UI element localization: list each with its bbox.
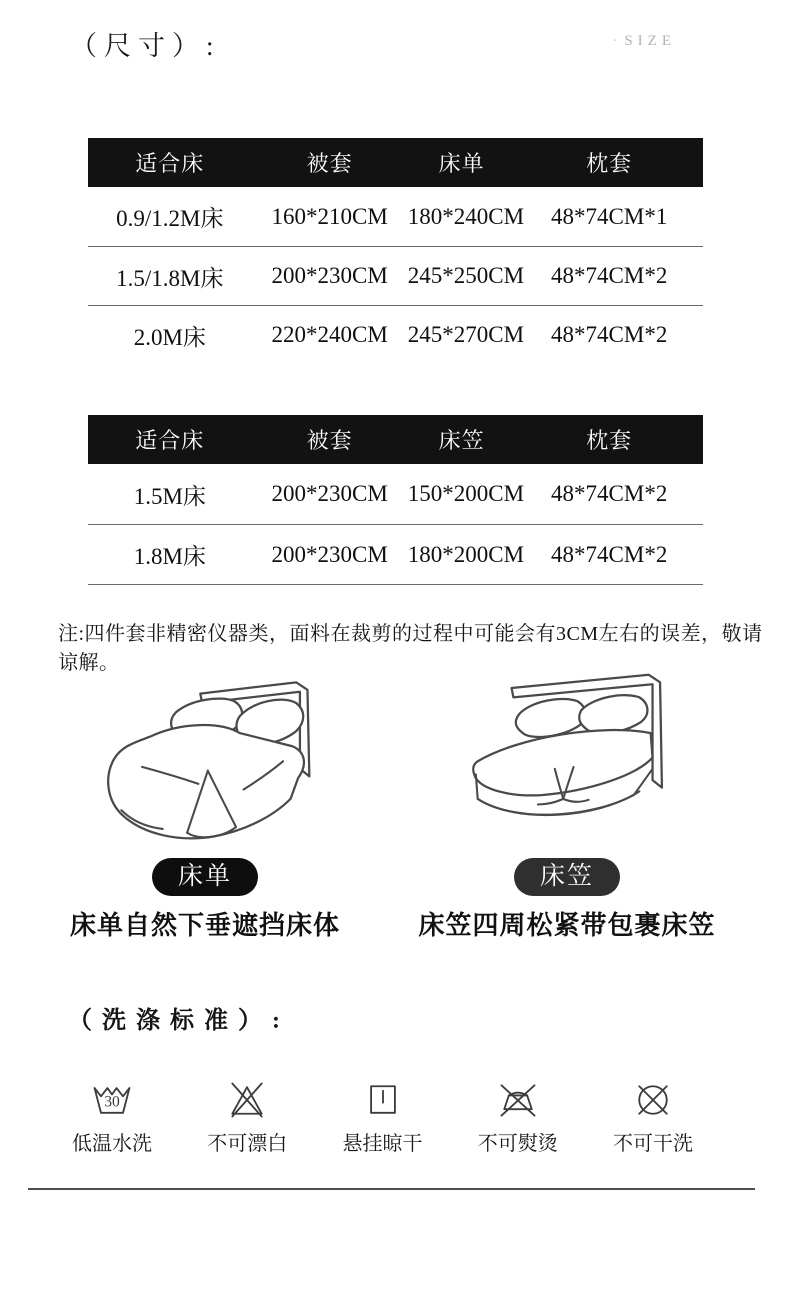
wash-standard-title: （洗涤标准）: — [68, 1008, 290, 1034]
table-cell: 245*250CM — [407, 263, 525, 288]
table-header-row — [88, 415, 703, 464]
wash-item-no-dry-clean — [601, 1078, 705, 1156]
table-cell: 180*240CM — [407, 203, 525, 229]
column-header: 被套 — [306, 151, 353, 176]
wash-item-no-iron — [466, 1078, 570, 1156]
bottom-divider — [28, 1188, 755, 1190]
hang-dry-icon — [360, 1078, 406, 1122]
table-cell: 1.5/1.8M床 — [116, 265, 224, 291]
fitted-sheet-tag: 床笠 — [514, 858, 620, 896]
tolerance-note: 注:四件套非精密仪器类，面料在裁剪的过程中可能会有3CM左右的误差，敬请谅解。 — [58, 623, 763, 674]
table-header-row — [88, 138, 703, 187]
wash-icons-row — [60, 1078, 705, 1156]
table-cell: 160*210CM — [271, 203, 388, 229]
table-row — [88, 246, 703, 305]
column-header: 被套 — [306, 428, 353, 453]
wash-label: 不可漂白 — [207, 1133, 288, 1155]
table-cell: 180*200CM — [407, 541, 525, 567]
table-cell: 245*270CM — [407, 322, 525, 347]
table-cell: 48*74CM*2 — [551, 541, 668, 567]
wash-label: 悬挂晾干 — [342, 1133, 423, 1155]
decorative-dot: · — [612, 33, 623, 49]
table-row — [88, 305, 703, 364]
table-cell: 48*74CM*2 — [551, 322, 668, 347]
column-header: 枕套 — [586, 428, 633, 453]
table-cell: 200*230CM — [271, 481, 388, 506]
fitted-sheet-caption: 床笠四周松紧带包裹床笠 — [418, 911, 716, 940]
table-cell: 48*74CM*2 — [551, 263, 668, 288]
table-cell: 150*200CM — [407, 481, 525, 506]
table-row — [88, 464, 703, 524]
table-cell: 200*230CM — [271, 263, 388, 288]
fitted-sheet-bed-illustration — [417, 656, 717, 844]
table-cell: 1.8M床 — [133, 544, 206, 569]
wash-item-low-temp — [60, 1078, 164, 1156]
size-table-fitted-sheet — [88, 415, 703, 585]
wash-label: 低温水洗 — [72, 1133, 152, 1155]
column-header: 枕套 — [586, 151, 633, 176]
table-cell: 48*74CM*2 — [551, 481, 668, 506]
wash-30-icon — [89, 1078, 135, 1122]
table-cell: 48*74CM*1 — [551, 203, 668, 229]
flat-sheet-bed-illustration — [55, 656, 355, 844]
bed-illustrations-row — [0, 656, 790, 942]
flat-sheet-caption: 床单自然下垂遮挡床体 — [69, 911, 340, 940]
flat-sheet-column — [0, 656, 410, 942]
table-cell: 2.0M床 — [133, 324, 206, 350]
size-label-en — [612, 33, 676, 50]
wash-item-no-bleach — [195, 1078, 299, 1156]
table-cell: 200*230CM — [271, 541, 388, 567]
table-cell: 1.5M床 — [133, 483, 206, 509]
wash-label: 不可熨烫 — [477, 1133, 558, 1155]
column-header: 床笠 — [438, 428, 485, 453]
no-iron-icon — [495, 1078, 541, 1122]
size-label-text: SIZE — [624, 33, 676, 49]
wash-label: 不可干洗 — [613, 1133, 693, 1155]
column-header: 适合床 — [135, 428, 205, 453]
column-header: 适合床 — [135, 151, 205, 176]
table-cell: 0.9/1.2M床 — [116, 206, 224, 231]
no-dry-clean-icon — [630, 1078, 676, 1122]
table-row — [88, 187, 703, 246]
table-row — [88, 524, 703, 584]
svg-text:30: 30 — [104, 1093, 120, 1111]
page-title: （尺寸）: — [70, 31, 221, 61]
table-cell: 220*240CM — [271, 322, 388, 347]
size-table-flat-sheet — [88, 138, 703, 364]
fitted-sheet-column — [410, 656, 790, 942]
wash-item-hang-dry — [331, 1078, 435, 1156]
flat-sheet-tag: 床单 — [152, 858, 258, 896]
column-header: 床单 — [438, 151, 485, 176]
no-bleach-icon — [224, 1078, 270, 1122]
